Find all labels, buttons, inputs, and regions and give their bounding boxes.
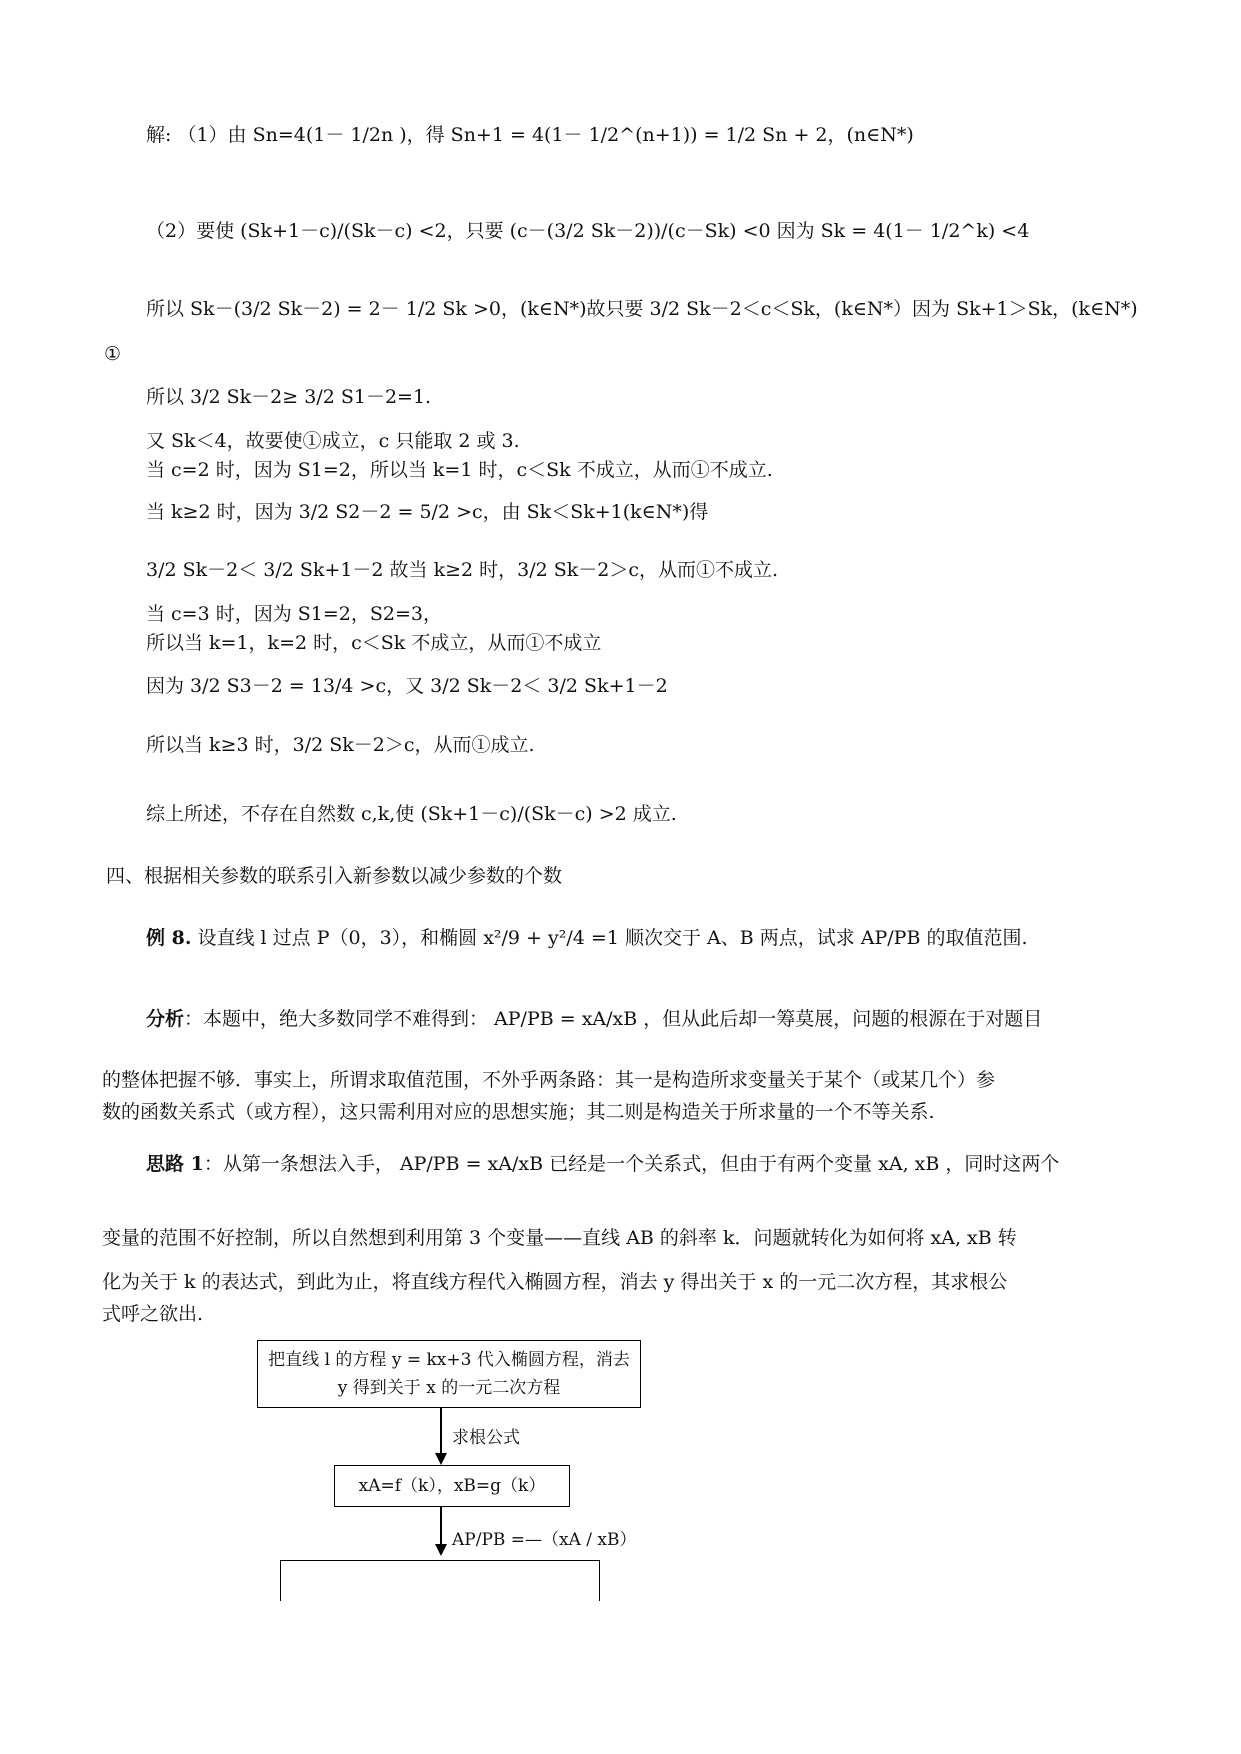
flowchart-box-2-text: xA=f（k），xB=g（k） [358,1476,546,1496]
solution-line-12: 因为 3/2 S3－2 = 13/4 >c，又 3/2 Sk－2＜ 3/2 Sk+1－2 [146,675,668,697]
solution-line-7: 当 c=2 时，因为 S1=2，所以当 k=1 时，c＜Sk 不成立，从而①不成立. [146,459,773,481]
solution-line-6: 又 Sk＜4，故要使①成立，c 只能取 2 或 3. [146,430,520,452]
solution-line-14: 综上所述，不存在自然数 c,k,使 (Sk+1－c)/(Sk－c) >2 成立. [146,803,677,825]
example-label: 例 8. [146,927,192,949]
solution-line-11: 所以当 k=1，k=2 时，c＜Sk 不成立，从而①不成立 [146,632,602,654]
flowchart-arrowhead-2 [435,1544,447,1556]
flowchart-box-1 [257,1340,641,1408]
flowchart-arrow-1 [440,1408,442,1456]
solution-line-2: （2）要使 (Sk+1－c)/(Sk－c) <2，只要 (c－(3/2 Sk－2))/(c－Sk) <0 因为 Sk = 4(1－ 1/2^k) <4 [146,220,1030,242]
example-text: 设直线 l 过点 P（0，3），和椭圆 x²/9 + y²/4 =1 顺次交于 A、B 两点，试求 AP/PB 的取值范围. [197,927,1028,949]
flowchart-edge-label-1: 求根公式 [452,1428,520,1448]
solution-line-1: 解: （1）由 Sn=4(1－ 1/2n )，得 Sn+1 = 4(1－ 1/2^(n+1)) = 1/2 Sn + 2，(n∈N*) [146,124,914,146]
solution-line-13: 所以当 k≥3 时，3/2 Sk－2＞c，从而①成立. [146,734,535,756]
solution-line-5: 所以 3/2 Sk－2≥ 3/2 S1－2=1. [146,386,432,408]
idea1-line-1 [146,1151,1059,1177]
solution-line-8: 当 k≥2 时，因为 3/2 S2－2 = 5/2 >c，由 Sk＜Sk+1(k∈N*)得 [146,501,709,523]
flowchart-box-2 [334,1465,570,1507]
solution-line-3: 所以 Sk－(3/2 Sk－2) = 2－ 1/2 Sk >0，(k∈N*)故只要 3/2 Sk－2＜c＜Sk，(k∈N*）因为 Sk+1＞Sk，(k∈N*) [146,298,1138,320]
analysis-paragraph: 的整体把握不够．事实上，所谓求取值范围，不外乎两条路：其一是构造所求变量关于某个（或某几个）参数的函数关系式（或方程），这只需利用对应的思想实施；其二则是构造关于所求量的一个不等关系. [102,1069,996,1123]
section-heading: 四、根据相关参数的联系引入新参数以减少参数的个数 [106,865,563,887]
flowchart-box-3 [280,1560,600,1601]
flowchart-box-1-text: 把直线 l 的方程 y = kx+3 代入椭圆方程，消去 y 得到关于 x 的一元二次方程 [268,1350,630,1398]
flowchart-arrow-2 [440,1507,442,1547]
idea1-label: 思路 1 [146,1153,204,1175]
analysis-line-1 [146,1006,1042,1032]
example-8 [146,925,1027,951]
flowchart-arrowhead-1 [435,1453,447,1465]
solution-line-9: 3/2 Sk－2＜ 3/2 Sk+1－2 故当 k≥2 时，3/2 Sk－2＞c，从而①不成立. [146,559,779,581]
solution-line-4: ① [104,343,122,365]
idea1-line-2: 变量的范围不好控制，所以自然想到利用第 3 个变量——直线 AB 的斜率 k．问题就转化为如何将 xA, xB 转 [102,1227,1017,1249]
idea1-text: ：从第一条想法入手， AP/PB = xA/xB 已经是一个关系式，但由于有两个变量 xA, xB ，同时这两个 [203,1153,1060,1175]
analysis-label: 分析 [146,1008,185,1030]
flowchart-edge-label-2: AP/PB =—（xA / xB） [452,1530,637,1550]
analysis-text: ：本题中，绝大多数同学不难得到： AP/PB = xA/xB ，但从此后却一筹莫展，问题的根源在于对题目 [184,1008,1043,1030]
idea1-paragraph: 化为关于 k 的表达式，到此为止，将直线方程代入椭圆方程，消去 y 得出关于 x 的一元二次方程，其求根公式呼之欲出. [102,1271,1008,1325]
solution-line-10: 当 c=3 时，因为 S1=2，S2=3， [146,603,442,625]
